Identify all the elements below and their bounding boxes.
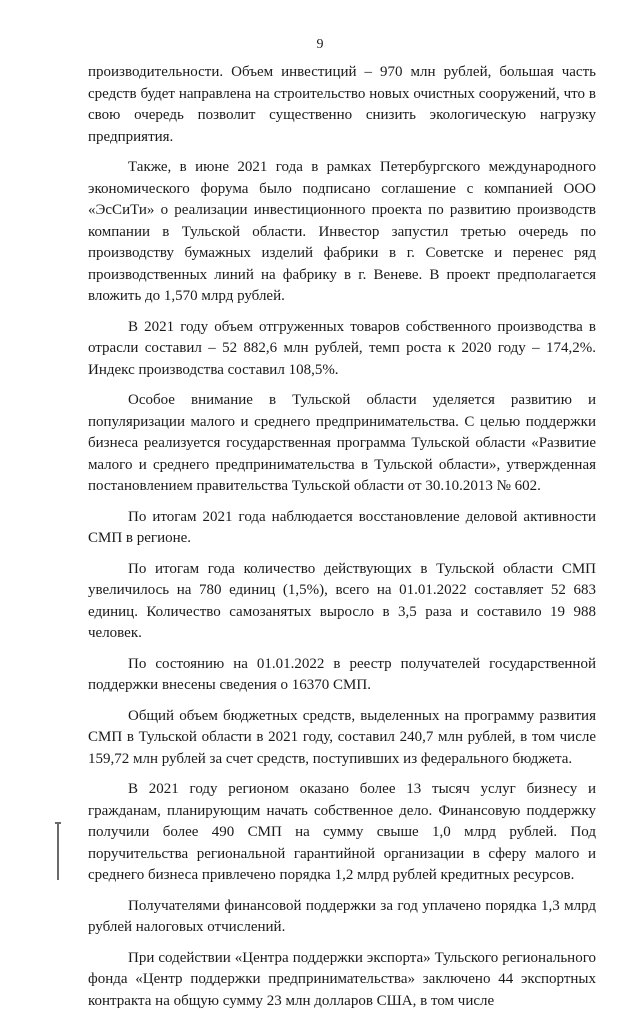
paragraph-small-business-program: Особое внимание в Тульской области уделяется развитию и популяризации малого и среднего предпринимательства. С целью поддержки бизнеса реализуется государственная программа Тульской области «Развитие малого и среднего предпринимательства в Тульской области», утвержденная постановлением правительства Тульской области от 30.10.2013 № 602. bbox=[88, 392, 596, 494]
paragraph-business-activity: По итогам 2021 года наблюдается восстановление деловой активности СМП в регионе. bbox=[88, 508, 596, 546]
paragraph-budget-funds: Общий объем бюджетных средств, выделенных на программу развития СМП в Тульской области в 2021 году, составил 240,7 млн рублей, в том числе 159,72 млн рублей за счет средств, поступивших из федерального бюджета. bbox=[88, 707, 596, 767]
paragraph-services-provided: В 2021 году регионом оказано более 13 тысяч услуг бизнесу и гражданам, планирующим начать собственное дело. Финансовую поддержку получили более 490 СМП на сумму свыше 1,0 млрд рублей. Под поручительства региональной гарантийной организации в сферу малого и среднего бизнеса привлечено порядка 1,2 млрд рублей кредитных ресурсов. bbox=[88, 781, 596, 883]
paragraph-continuation: производительности. Объем инвестиций – 970 млн рублей, большая часть средств будет направлена на строительство новых очистных сооружений, что в свою очередь позволит существенно снизить экологическую нагрузку предприятия. bbox=[88, 64, 596, 145]
paragraph-smp-count: По итогам года количество действующих в Тульской области СМП увеличилось на 780 единиц (1,5%), всего на 01.01.2022 составляет 52 683 единиц. Количество самозанятых выросло в 3,5 раза и составило 19 988 человек. bbox=[88, 560, 596, 641]
paragraph-export-contracts: При содействии «Центра поддержки экспорта» Тульского регионального фонда «Центр поддержки предпринимательства» заключено 44 экспортных контракта на общую сумму 23 млн долларов США, в том числе bbox=[88, 949, 596, 1009]
page-number: 9 bbox=[316, 37, 324, 52]
paragraph-support-registry: По состоянию на 01.01.2022 в реестр получателей государственной поддержки внесены сведения о 16370 СМП. bbox=[88, 655, 596, 693]
paragraph-escity-agreement: Также, в июне 2021 года в рамках Петербургского международного экономического форума было подписано соглашение с компанией ООО «ЭсСиТи» о реализации инвестиционного проекта по развитию производств компании в Тульской области. Инвестор запустил третью очередь по производству бумажных изделий фабрики в г. Советске и перенес ряд производственных линий на фабрику в г. Веневе. В проект предполагается вложить до 1,570 млрд рублей. bbox=[88, 159, 596, 304]
document-body bbox=[88, 62, 596, 1021]
paragraph-shipped-goods: В 2021 году объем отгруженных товаров собственного производства в отрасли составил – 52 882,6 млн рублей, темп роста к 2020 году – 174,2%. Индекс производства составил 108,5%. bbox=[88, 318, 596, 378]
paragraph-tax-payments: Получателями финансовой поддержки за год уплачено порядка 1,3 млрд рублей налоговых отчислений. bbox=[88, 897, 596, 935]
margin-scan-mark bbox=[57, 822, 59, 880]
